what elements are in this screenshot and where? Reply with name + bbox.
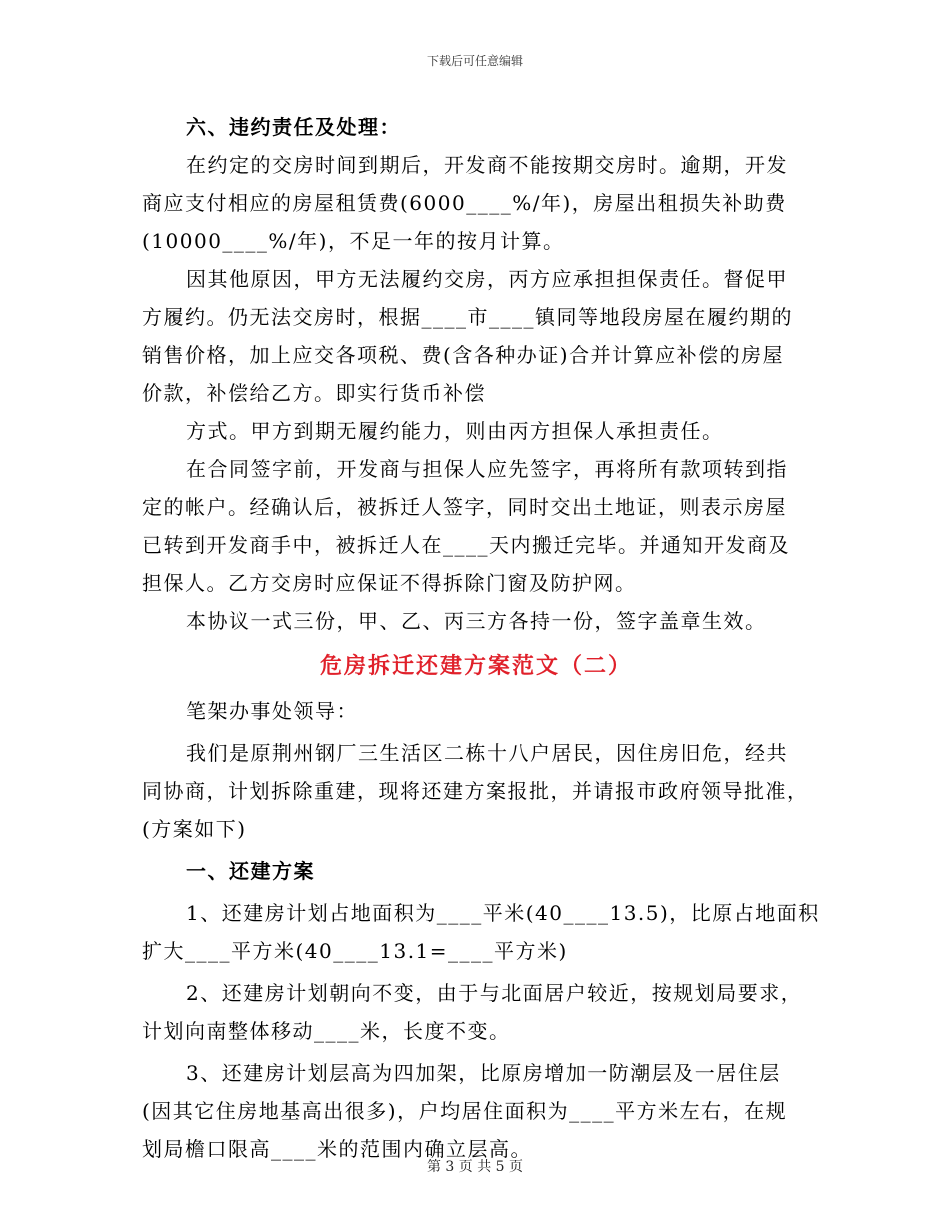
text-line: 价款，补偿给乙方。即实行货币补偿: [142, 381, 486, 405]
page-number: 第 3 页 共 5 页: [426, 1159, 524, 1175]
text-line: 担保人。乙方交房时应保证不得拆除门窗及防护网。: [142, 571, 637, 595]
text-line: 销售价格，加上应交各项税、费(含各种办证)合并计算应补偿的房屋: [142, 343, 785, 367]
paragraph-guarantor-duty: [142, 412, 810, 450]
article-title: 危房拆迁还建方案范文（二）: [319, 653, 632, 679]
text-line: 在合同签字前，开发商与担保人应先签字，再将所有款项转到指: [186, 457, 788, 481]
text-line: 同协商，计划拆除重建，现将还建方案报批，并请报市政府领导批准，: [142, 779, 809, 803]
paragraph-intro: [142, 734, 810, 848]
text-line: (10000____%/年)，不足一年的按月计算。: [142, 229, 565, 253]
paragraph-copies: [142, 602, 810, 640]
paragraph-signing: [142, 450, 810, 602]
text-line: 方履约。仍无法交房时，根据____市____镇同等地段房屋在履约期的: [142, 305, 793, 329]
text-line: 3、还建房计划层高为四加架，比原房增加一防潮层及一居住层: [186, 1061, 781, 1085]
text-line: (因其它住房地基高出很多)，户均居住面积为____平方米左右，在规: [142, 1099, 788, 1123]
text-line: (方案如下): [142, 817, 247, 841]
section-heading-plan: 一、还建方案: [186, 859, 315, 883]
text-line: 我们是原荆州钢厂三生活区二栋十八户居民，因住房旧危，经共: [186, 741, 788, 765]
document-body: [142, 108, 820, 1168]
text-line: 1、还建房计划占地面积为____平米(40____13.5)，比原占地面积: [186, 901, 820, 925]
plan-item-2: [142, 974, 810, 1050]
plan-item-3: [142, 1054, 810, 1168]
paragraph-late-delivery: [142, 146, 810, 260]
salutation: 笔架办事处领导：: [186, 699, 358, 723]
page-header: 下载后可任意编辑: [426, 54, 523, 68]
text-line: 划局檐口限高____米的范围内确立层高。: [142, 1137, 532, 1161]
text-line: 方式。甲方到期无履约能力，则由丙方担保人承担责任。: [186, 419, 724, 443]
section-heading-breach: 六、违约责任及处理：: [186, 115, 401, 139]
plan-item-1: [142, 894, 820, 970]
paragraph-guarantee: [142, 260, 810, 412]
text-line: 计划向南整体移动____米，长度不变。: [142, 1019, 511, 1043]
text-line: 在约定的交房时间到期后，开发商不能按期交房时。逾期，开发: [186, 153, 788, 177]
text-line: 商应支付相应的房屋租赁费(6000____%/年)，房屋出租损失补助费: [142, 191, 787, 215]
text-line: 定的帐户。经确认后，被拆迁人签字，同时交出土地证，则表示房屋: [142, 495, 787, 519]
text-line: 因其他原因，甲方无法履约交房，丙方应承担担保责任。督促甲: [186, 267, 788, 291]
text-line: 已转到开发商手中，被拆迁人在____天内搬迁完毕。并通知开发商及: [142, 533, 790, 557]
text-line: 扩大____平方米(40____13.1=____平方米): [142, 939, 568, 963]
text-line: 本协议一式三份，甲、乙、丙三方各持一份，签字盖章生效。: [186, 609, 767, 633]
text-line: 2、还建房计划朝向不变，由于与北面居户较近，按规划局要求，: [186, 981, 803, 1005]
